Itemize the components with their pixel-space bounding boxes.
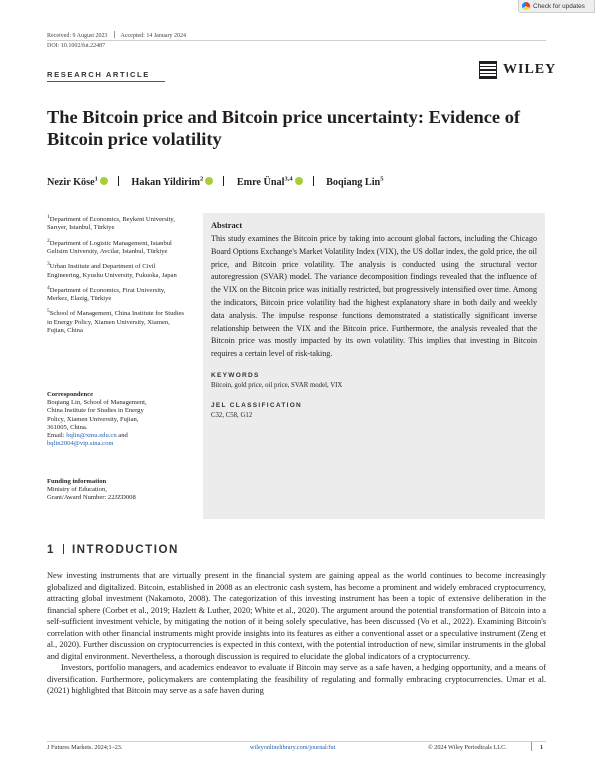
keywords-label: KEYWORDS: [211, 371, 260, 379]
header-rule: [47, 40, 546, 41]
check-for-updates-button[interactable]: [518, 0, 595, 13]
correspondence-line: Boqiang Lin, School of Management,: [47, 399, 147, 407]
divider: [531, 742, 532, 751]
orcid-icon[interactable]: [205, 177, 213, 185]
accepted-date: Accepted: 14 January 2024: [120, 33, 186, 39]
intro-body: [47, 570, 546, 697]
abstract-heading: Abstract: [211, 221, 243, 230]
crossmark-icon: [522, 2, 530, 10]
article-type-label: RESEARCH ARTICLE: [47, 70, 150, 79]
section-title: INTRODUCTION: [71, 543, 179, 556]
journal-url[interactable]: wileyonlinelibrary.com/journal/fut: [250, 744, 336, 751]
article-type-underline: [47, 81, 165, 82]
email-link[interactable]: bqlin2004@vip.sina.com: [47, 440, 114, 448]
author-name[interactable]: Nezir Köse$^1$: [47, 177, 108, 188]
divider: [63, 544, 64, 554]
orcid-icon[interactable]: [295, 177, 303, 185]
article-dates: [47, 31, 186, 39]
affiliation: $^4$Department of Economics, Firat University, Merkez, Elazig, Türkiye: [47, 284, 166, 303]
affiliations: [47, 213, 187, 339]
divider: [313, 176, 314, 186]
author-list: [47, 176, 547, 188]
correspondence-line: Policy, Xiamen University, Fujian,: [47, 415, 139, 423]
paper-title: The Bitcoin price and Bitcoin price uncertainty: Evidence of Bitcoin price volatility: [47, 107, 521, 149]
doi[interactable]: DOI: 10.1002/fut.22487: [47, 43, 106, 49]
check-for-updates-label: Check for updates: [533, 2, 585, 10]
copyright: © 2024 Wiley Periodicals LLC.: [428, 744, 507, 751]
correspondence-line: China Institute for Studies in Energy: [47, 407, 144, 415]
page-number: 1: [540, 744, 544, 751]
affiliation: $^1$Department of Economics, Beykent University, Sarıyer, Istanbul, Türkiye: [47, 214, 175, 232]
funding-info: [47, 478, 187, 503]
section-heading: [47, 543, 179, 556]
correspondence-line: 361005, China.: [47, 423, 88, 431]
orcid-icon[interactable]: [100, 177, 108, 185]
jel-codes: C32, C58, G12: [211, 411, 253, 419]
divider: [223, 176, 224, 186]
wiley-mark-icon: [479, 61, 497, 79]
wiley-logo: [479, 61, 556, 79]
keywords: Bitcoin, gold price, oil price, SVAR model, VIX: [211, 381, 343, 389]
divider: [114, 31, 115, 38]
abstract-box: [203, 213, 545, 519]
affiliation: $^2$Department of Logistic Management, Istanbul Gelisim University, Avcilar, Istanbul, Türkiye: [47, 237, 172, 255]
section-number: 1: [47, 543, 55, 556]
divider: [118, 176, 119, 186]
correspondence-email: Email: bqlin@xmu.edu.cn and: [47, 432, 128, 440]
affiliation: $^3$Urban Institute and Department of Civil Engineering, Kyushu University, Fukuoka, Japan: [47, 261, 177, 279]
correspondence: [47, 391, 187, 448]
funding-heading: Funding information: [47, 478, 107, 485]
author-name[interactable]: Hakan Yildirim$^2$: [131, 177, 213, 188]
author-name[interactable]: Emre Ünal$^{3,4}$: [237, 177, 303, 188]
jel-label: JEL CLASSIFICATION: [211, 401, 303, 409]
funding-line: Ministry of Education,: [47, 486, 107, 494]
correspondence-heading: Correspondence: [47, 391, 94, 398]
journal-citation: J Futures Markets. 2024;1–23.: [47, 744, 123, 751]
email-link[interactable]: bqlin@xmu.edu.cn: [66, 432, 117, 440]
abstract-text: This study examines the Bitcoin price by taking into account global factors, including the Chicago Board Options Exchange's Market Volatility Index (VIX), the US dollar index, the gold price, the oil price, and Bitcoin price volatility. The analysis is conducted using the structural vector autoregression (SVAR) model. The variance decomposition findings revealed that the influence of the VIX on the Bitcoin price was initially restricted, but progressively intensified over time. Among the indicators, Bitcoin price volatility had the highest explanatory share in both daily and weekly data analysis. The impulse response functions demonstrated a statistically significant inverse relationship between the VIX and the Bitcoin price. Furthermore, the analysis revealed that the Bitcoin price was mostly impacted by its own volatility. This implies that investing in Bitcoin requires a certain level of risk-taking.: [211, 234, 537, 359]
funding-line: Grant/Award Number: 22JZD008: [47, 494, 136, 502]
received-date: Received: 9 August 2023: [47, 33, 108, 39]
paragraph: Investors, portfolio managers, and academics endeavor to evaluate if Bitcoin may serve as a safe haven, a hedging opportunity, and a means of diversification. Furthermore, policymakers are contemplating the feasibility of regulating and formally embracing cryptocurrencies. Umar et al. (2021) highlighted that Bitcoin may serve as a safe haven during: [47, 663, 546, 696]
affiliation: $^5$School of Management, China Institute for Studies in Energy Policy, Xiamen University, Xiamen, Fujian, China: [47, 308, 184, 334]
footer-rule: [47, 741, 546, 742]
publisher-name: WILEY: [503, 62, 557, 77]
author-name[interactable]: Boqiang Lin$^5$: [326, 176, 384, 189]
paragraph: New investing instruments that are virtually present in the financial system are gaining appeal as the world continues to become increasingly globalized and digitalized. Bitcoin, established in 2008 as an electronic cash system, has become a prominent and widely embraced cryptocurrency, attracting global investment (Nakamoto, 2008). The categorization of this investing instrument has been a topic of extensive deliberation in the financial sphere (Corbet et al., 2019; Hazlett & Luther, 2020; White et al., 2020). The argument around the potential transformation of Bitcoin into a self-sufficient investment vehicle, by mitigating the notion of it being solely speculative, has been discussed (Vo et al., 2022). Examining Bitcoin's correlation with other financial instruments might provide insights into its features as either a conventional asset or a speculative instrument (Zeng et al., 2020). Further discussion on cryptocurrencies is expected in this context, with the potential introduction of new, similar instruments in the global and digital environment. Nevertheless, a thorough discussion is required to elucidate the global indicators of a cryptocurrency.: [47, 571, 546, 661]
